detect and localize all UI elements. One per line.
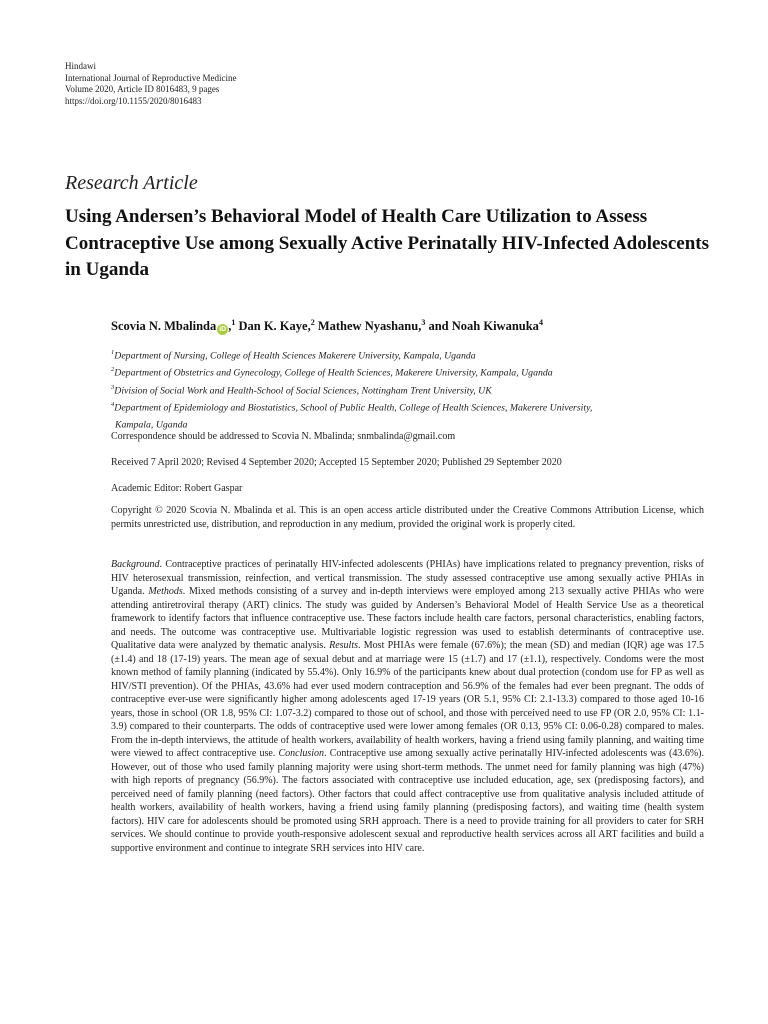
journal-header [65,61,236,107]
author-affiliation-sup: 2 [310,318,315,327]
abstract-results: Most PHIAs were female (67.6%); the mean (SD) and median (IQR) age was 17.5 (±1.4) and 18 (17-19) years. The mean age of sexual debut and at marriage were 15 (±1.7) and 17 (±1.1), respectively. Condoms were the most known method of family planning (indicated by 55.4%). Only 16.9% of the participants knew about dual protection (condom use for FP as well as HIV/STI prevention). Of the PHIAs, 43.6% had ever used modern contraception and 56.9% of the females had ever been pregnant. The odds of contraceptive ever-use were significantly higher among adolescents aged 17-19 years (OR 5.1, 95% CI: 2.1-13.3) compared to those aged 10-16 years, those in school (OR 1.8, 95% CI: 1.07-3.2) compared to those out of school, and those with perceived need to use FP (OR 2.0, 95% CI: 1.1-3.9) compared to their counterparts. The odds of contraceptive used were lower among females (OR 0.13, 95% CI: 0.06-0.28) compared to males. From the in-depth interviews, the attitude of health workers, availability of health workers, having a friend using family planning, and waiting time were viewed to affect contraceptive use. [111,640,705,759]
author-name[interactable]: Scovia N. Mbalinda [111,319,217,334]
abstract-background-label: Background [111,559,160,570]
abstract-background: Contraceptive practices of perinatally HIV-infected adolescents (PHIAs) have implications related to pregnancy prevention, risks of HIV heterosexual transmission, reinfection, and vertical transmission. The study assessed contraceptive use among sexually active PHIAs in Uganda. [111,559,705,597]
affiliation-item: $^4$Department of Epidemiology and Biostatistics, School of Public Health, College of Health Sciences, Makerere University, [111,400,593,414]
orcid-icon[interactable]: iD [219,326,227,334]
affiliation-item: Kampala, Uganda [115,419,188,431]
abstract-methods: Mixed methods consisting of a survey and in-depth interviews were employed among 213 sexually active PHIAs who were attending antiretroviral therapy (ART) clinics. The study was guided by Andersen’s Behavioral Model of Health Service Use as a theoretical framework to identify factors that influence contraceptive use. These factors include health care factors, personal characteristics, enabling factors, and needs. The outcome was contraceptive use. Multivariable logistic regression was used to establish determinants of contraceptive use. Qualitative data were analyzed by thematic analysis. [111,586,704,651]
publisher-name: Hindawi [65,61,96,71]
journal-name: International Journal of Reproductive Medicine [65,72,237,83]
affiliation-list [111,346,711,432]
author-name[interactable]: Noah Kiwanuka [451,319,539,334]
author-affiliation-sup: 1 [231,318,236,327]
volume-info: Volume 2020, Article ID 8016483, 9 pages [65,84,220,94]
author-affiliation-sup: 3 [421,318,426,327]
author-name[interactable]: Mathew Nyashanu, [317,319,422,334]
abstract-conclusion-label: Conclusion [278,748,325,759]
article-type: Research Article [65,172,198,194]
academic-editor: Academic Editor: Robert Gaspar [111,483,243,494]
affiliation-item: $^2$Department of Obstetrics and Gynecology, College of Health Sciences, Makerere University, Kampala, Uganda [111,366,553,379]
abstract-results-label: Results [329,640,358,651]
doi-link[interactable]: https://doi.org/10.1155/2020/8016483 [65,95,202,106]
paper-title: Using Andersen’s Behavioral Model of Health Care Utilization to Assess Contraceptive Use among Sexually Active Perinatally HIV-Infected Adolescents in Uganda [65,206,709,280]
publication-dates: Received 7 April 2020; Revised 4 September 2020; Accepted 15 September 2020; Published 29 September 2020 [111,457,562,468]
abstract-conclusion: Contraceptive use among sexually active perinatally HIV-infected adolescents was (43.6%). However, out of those who used family planning majority were using short-term methods. The unmet need for family planning was high (47%) with high reports of pregnancy (56.9%). The factors associated with contraceptive use included education, age, sex (predisposing factors), and perceived need of family planning (need factors). Other factors that could affect contraceptive use from qualitative analysis included attitude of health workers, availability of health workers, having a friend using family planning (predisposing factors), and waiting time (health system factors). HIV care for adolescents should be promoted using SRH approach. There is a need to provide training for all providers to cater for SRH services. We should continue to provide youth-responsive adolescent sexual and reproductive health services across all ART facilities and build a supportive environment and continue to integrate SRH services into HIV care. [111,748,704,854]
author-name[interactable]: Dan K. Kaye, [238,319,311,334]
abstract-methods-label: Methods [148,586,183,597]
copyright-notice: Copyright © 2020 Scovia N. Mbalinda et al. This is an open access article distributed under the Creative Commons Attribution License, which permits unrestricted use, distribution, and reproduction in any medium, provided the original work is properly cited. [111,505,704,530]
affiliation-item: $^3$Division of Social Work and Health-School of Social Sciences, Nottingham Trent University, UK [111,383,492,396]
correspondence: Correspondence should be addressed to Scovia N. Mbalinda; snmbalinda@gmail.com [111,431,456,442]
author-affiliation-sup: 4 [538,318,543,327]
affiliation-item: $^1$Department of Nursing, College of Health Sciences Makerere University, Kampala, Uganda [111,349,476,362]
abstract: Background. Contraceptive practices of perinatally HIV-infected adolescents (PHIAs) have implications related to pregnancy prevention, risks of HIV heterosexual transmission, reinfection, and vertical transmission. The study assessed contraceptive use among sexually active PHIAs in Uganda. Methods. Mixed methods consisting of a survey and in-depth interviews were employed among 213 sexually active PHIAs who were attending antiretroviral therapy (ART) clinics. The study was guided by Andersen’s Behavioral Model of Health Service Use as a theoretical framework to identify factors that influence contraceptive use. These factors include health care factors, personal characteristics, enabling factors, and needs. The outcome was contraceptive use. Multivariable logistic regression was used to establish determinants of contraceptive use. Qualitative data were analyzed by thematic analysis. Results. Most PHIAs were female (67.6%); the mean (SD) and median (IQR) age was 17.5 (±1.4) and 18 (17-19) years. The mean age of sexual debut and at marriage were 15 (±1.7) and 17 (±1.1), respectively. Condoms were the most known method of family planning (indicated by 55.4%). Only 16.9% of the participants knew about dual protection (condom use for FP as well as HIV/STI prevention). Of the PHIAs, 43.6% had ever used modern contraception and 56.9% of the females had ever been pregnant. The odds of contraceptive ever-use were significantly higher among adolescents aged 17-19 years (OR 5.1, 95% CI: 2.1-13.3) compared to those aged 10-16 years, those in school (OR 1.8, 95% CI: 1.07-3.2) compared to those out of school, and those with perceived need to use FP (OR 2.0, 95% CI: 1.1-3.9) compared to their counterparts. The odds of contraceptive used were lower among females (OR 0.13, 95% CI: 0.06-0.28) compared to males. From the in-depth interviews, the attitude of health workers, availability of health workers, having a friend using family planning, and waiting time were viewed to affect contraceptive use. Conclusion. Contraceptive use among sexually active perinatally HIV-infected adolescents was (43.6%). However, out of those who used family planning majority were using short-term methods. The unmet need for family planning was high (47%) with high reports of pregnancy (56.9%). The factors associated with contraceptive use included education, age, sex (predisposing factors), and perceived need of family planning (need factors). Other factors that could affect contraceptive use from qualitative analysis included attitude of health workers, availability of health workers, having a friend using family planning (predisposing factors), and waiting time (health system factors). HIV care for adolescents should be promoted using SRH approach. There is a need to provide training for all providers to cater for SRH services. We should continue to provide youth-responsive adolescent sexual and reproductive health services across all ART facilities and build a supportive environment and continue to integrate SRH services into HIV care. [111,559,705,854]
author-list: Scovia N. Mbalinda iD ,$^1$ Dan K. Kaye,$^2$ Mathew Nyashanu,$^3$ and Noah Kiwanuka$^4$ [111,318,543,334]
